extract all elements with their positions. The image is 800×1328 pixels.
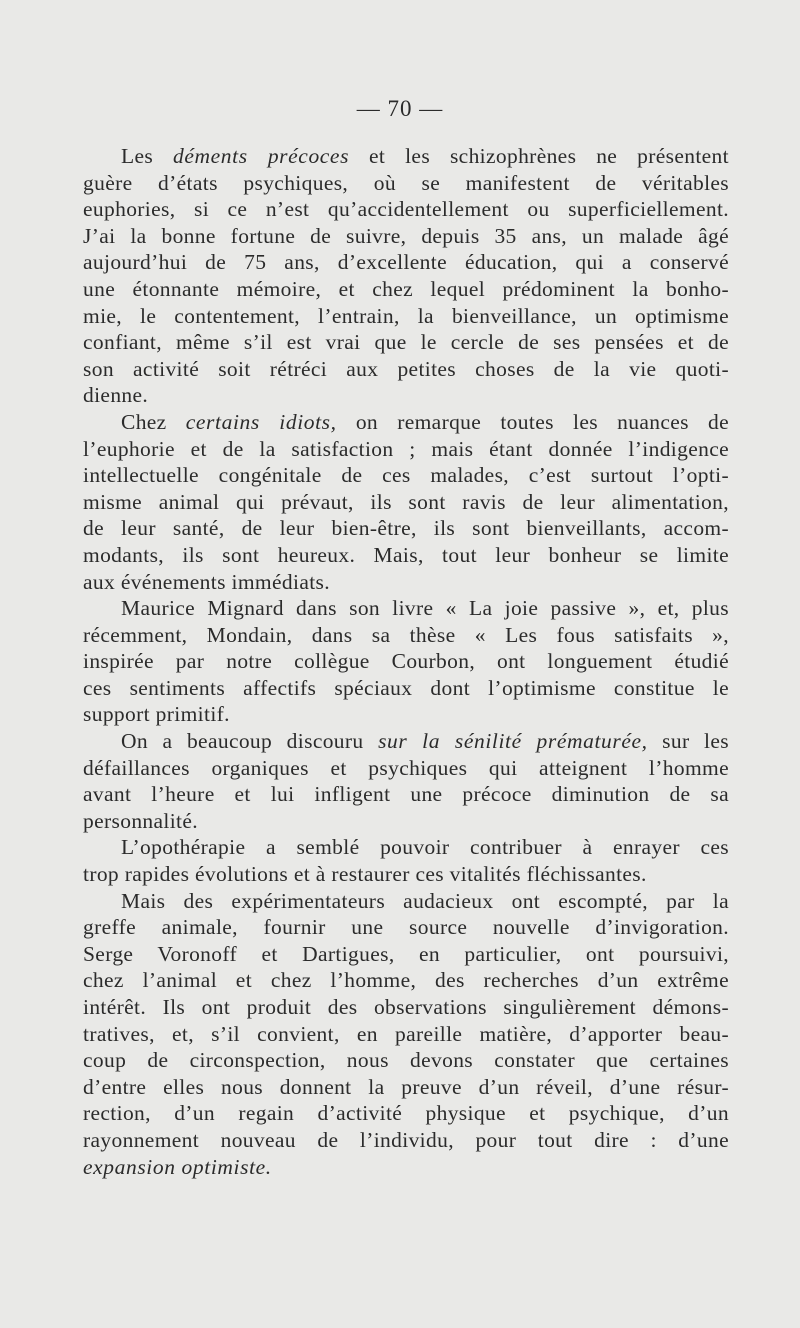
- italic-phrase: certains idiots,: [185, 409, 337, 434]
- text-line: Chez certains idiots, on remarque toutes les nuances de: [121, 409, 729, 434]
- text-line: trop rapides évolutions et à restaurer ces vitalités fléchissantes.: [83, 862, 647, 887]
- page-number: — 70 —: [356, 96, 444, 121]
- text-line: personnalité.: [83, 808, 198, 833]
- paragraph: [83, 888, 729, 1181]
- text-line: support primitif.: [83, 702, 230, 727]
- italic-phrase: expansion optimiste.: [83, 1154, 272, 1179]
- text-line: coup de circonspection, nous devons constater que certaines: [83, 1048, 729, 1073]
- paragraph: [83, 595, 729, 728]
- text-line: [83, 1154, 729, 1181]
- text-line: défaillances organiques et psychiques qui atteignent l’homme: [83, 755, 729, 780]
- italic-phrase: déments précoces: [173, 144, 350, 168]
- text-line: mie, le contentement, l’entrain, la bienveillance, un optimisme: [83, 303, 729, 328]
- paragraph: [83, 409, 729, 595]
- text-line: misme animal qui prévaut, ils sont ravis de leur alimentation,: [83, 489, 729, 514]
- text-line: euphories, si ce n’est qu’accidentellement ou superficiellement.: [83, 197, 729, 222]
- text-line: L’opothérapie a semblé pouvoir contribuer à enrayer ces: [121, 835, 729, 860]
- text-line: une étonnante mémoire, et chez lequel prédominent la bonho-: [83, 276, 729, 301]
- text-line: Les déments précoces et les schizophrènes ne présentent: [121, 144, 729, 168]
- body-text: [83, 143, 729, 1180]
- text-line: Maurice Mignard dans son livre « La joie passive », et, plus: [121, 596, 729, 621]
- text-line: Serge Voronoff et Dartigues, en particulier, ont poursuivi,: [83, 941, 729, 966]
- text-line: l’euphorie et de la satisfaction ; mais étant donnée l’indigence: [83, 436, 729, 461]
- text-line: récemment, Mondain, dans sa thèse « Les fous satisfaits »,: [83, 622, 729, 647]
- paragraph: [83, 834, 729, 887]
- paragraph: [83, 143, 729, 409]
- text-line: intellectuelle congénitale de ces malades, c’est surtout l’opti-: [83, 463, 729, 488]
- text-line: inspirée par notre collègue Courbon, ont longuement étudié: [83, 649, 729, 674]
- text-line: modants, ils sont heureux. Mais, tout leur bonheur se limite: [83, 542, 729, 567]
- text-line: intérêt. Ils ont produit des observations singulièrement démons-: [83, 995, 729, 1019]
- text-line: greffe animale, fournir une source nouvelle d’invigoration.: [83, 915, 729, 940]
- text-line: aux événements immédiats.: [83, 569, 330, 594]
- text-line: de leur santé, de leur bien-être, ils sont bienveillants, accom-: [83, 516, 729, 541]
- italic-phrase: sur la sénilité prématurée,: [378, 729, 648, 754]
- text-line: On a beaucoup discouru sur la sénilité prématurée, sur les: [121, 729, 729, 754]
- text-line: avant l’heure et lui infligent une précoce diminution de sa: [83, 782, 729, 807]
- text-line: son activité soit rétréci aux petites choses de la vie quoti-: [83, 356, 729, 381]
- text-line: tratives, et, s’il convient, en pareille matière, d’apporter beau-: [83, 1021, 729, 1046]
- text-line: guère d’états psychiques, où se manifestent de véritables: [83, 170, 729, 195]
- text-line: dienne.: [83, 383, 149, 408]
- text-line: aujourd’hui de 75 ans, d’excellente éducation, qui a conservé: [83, 250, 729, 275]
- text-line: ces sentiments affectifs spéciaux dont l’optimisme constitue le: [83, 675, 729, 700]
- text-line: rayonnement nouveau de l’individu, pour tout dire : d’une: [83, 1127, 729, 1152]
- paragraph: [83, 728, 729, 834]
- text-line: d’entre elles nous donnent la preuve d’un réveil, d’une résur-: [83, 1074, 729, 1099]
- text-line: J’ai la bonne fortune de suivre, depuis 35 ans, un malade âgé: [83, 223, 729, 248]
- text-line: rection, d’un regain d’activité physique et psychique, d’un: [83, 1101, 729, 1126]
- text-line: chez l’animal et chez l’homme, des recherches d’un extrême: [83, 968, 729, 993]
- text-line: confiant, même s’il est vrai que le cercle de ses pensées et de: [83, 330, 729, 355]
- text-line: Mais des expérimentateurs audacieux ont escompté, par la: [121, 888, 729, 913]
